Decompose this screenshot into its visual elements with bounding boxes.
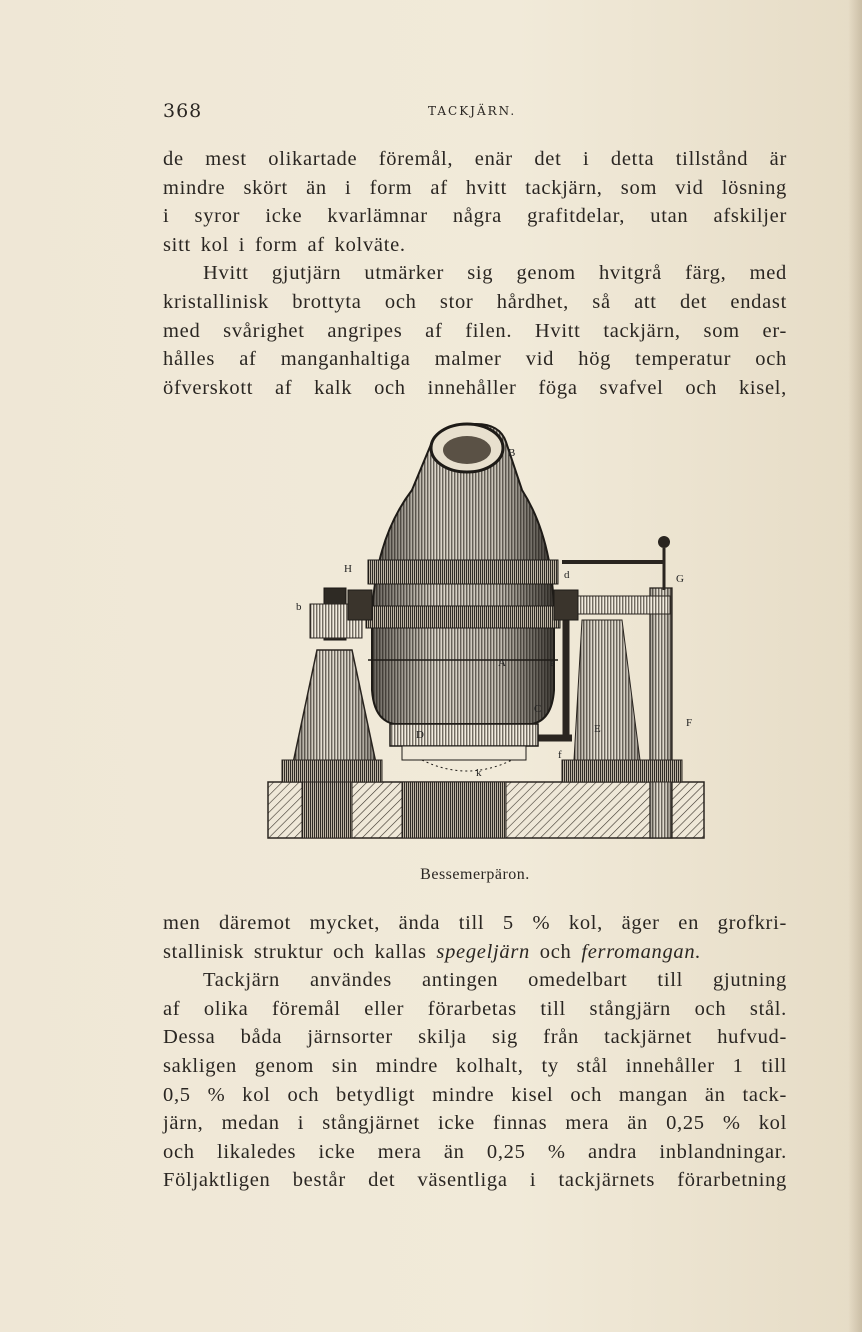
label-f: f	[558, 749, 562, 761]
running-title: TACKJÄRN.	[428, 104, 517, 118]
text-line: järn, medan i stångjärnet icke finnas mera än 0,25 % kol	[163, 1112, 787, 1135]
text-line: i syror icke kvarlämnar några grafitdelar, utan afskiljer	[163, 205, 787, 228]
text-line: mindre skört än i form af hvitt tackjärn, som vid lösning	[163, 176, 787, 199]
running-head	[163, 100, 785, 130]
text-line: kristallinisk brottyta och stor hårdhet, så att det endast	[163, 290, 787, 313]
page-number: 368	[163, 100, 203, 122]
label-B: B	[508, 447, 516, 459]
text-line: Dessa båda järnsorter skilja sig från tackjärnet hufvud-	[163, 1026, 787, 1049]
label-d: d	[564, 569, 570, 581]
text-line: men däremot mycket, ända till 5 % kol, äger en grofkri-	[163, 912, 787, 934]
label-C: C	[534, 703, 542, 715]
text-line: Tackjärn användes antingen omedelbart till gjutning	[203, 969, 787, 992]
term-spegeljarn: spegeljärn	[436, 940, 530, 963]
text-line: af olika föremål eller förarbetas till stångjärn och stål.	[163, 997, 787, 1020]
label-b: b	[296, 601, 302, 613]
text-line: öfverskott af kalk och innehåller föga svafvel och kisel,	[163, 376, 787, 399]
text-line: de mest olikartade föremål, enär det i detta tillstånd är	[163, 148, 787, 170]
label-D: D	[416, 729, 424, 741]
label-G: G	[676, 573, 684, 585]
text-line: Följaktligen består det väsentliga i tackjärnets förarbetning	[163, 1169, 787, 1192]
label-F: F	[686, 717, 693, 729]
text-span: och	[529, 940, 582, 963]
text-line: Hvitt gjutjärn utmärker sig genom hvitgrå färg, med	[203, 262, 787, 285]
label-A: A	[498, 657, 506, 669]
text-line: och likaledes icke mera än 0,25 % andra inblandningar.	[163, 1140, 787, 1163]
text-line: sitt kol i form af kolväte.	[163, 233, 406, 256]
label-H: H	[344, 563, 352, 575]
label-e: e	[550, 657, 555, 669]
text-line: 0,5 % kol och betydligt mindre kisel och mangan än tack-	[163, 1083, 787, 1106]
text-line-with-italics	[163, 938, 787, 967]
figure-caption: Bessemerpäron.	[420, 866, 530, 883]
label-k: k	[476, 767, 482, 779]
bessemer-converter-engraving	[262, 420, 710, 845]
term-ferromangan: ferromangan.	[581, 940, 702, 963]
paragraph-top	[163, 145, 787, 402]
text-line: med svårighet angripes af filen. Hvitt tackjärn, som er-	[163, 319, 787, 342]
text-span: stallinisk struktur och kallas	[163, 940, 437, 963]
paragraph-bottom	[163, 909, 787, 1195]
text-line: hålles af manganhaltiga malmer vid hög temperatur och	[163, 348, 787, 371]
text-line: sakligen genom sin mindre kolhalt, ty stål innehåller 1 till	[163, 1054, 787, 1077]
label-E: E	[594, 723, 601, 735]
bessemer-converter-figure	[262, 420, 710, 845]
